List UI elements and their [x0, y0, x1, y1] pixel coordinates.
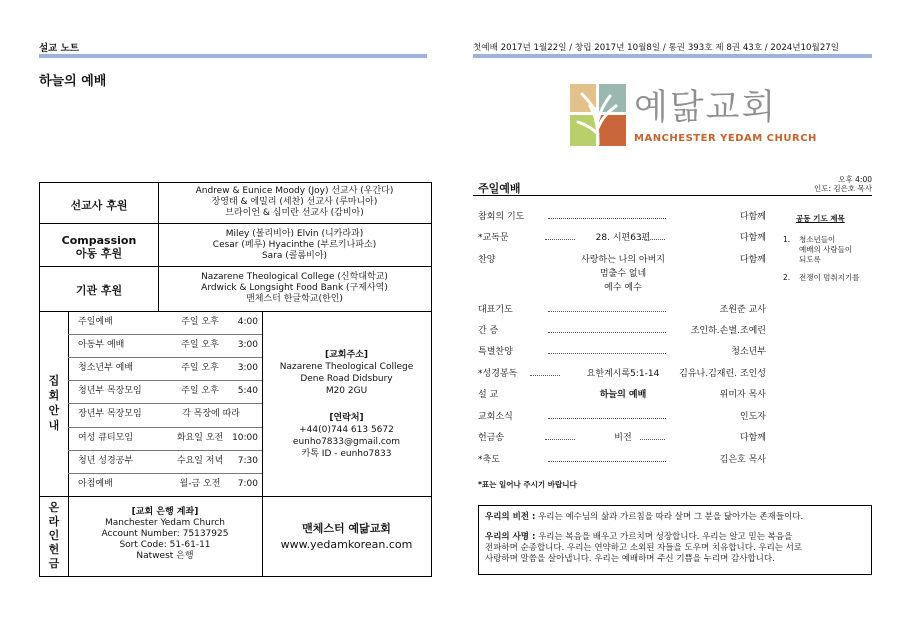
meeting-day: 주일 오후 [181, 317, 219, 327]
service-leader: 인도: 김은호 목사 [813, 184, 872, 193]
address-line: Dene Road Didsbury [300, 374, 393, 384]
compassion-line: Sara (콜롬비아) [261, 251, 328, 261]
service-item-label: *축도 [478, 455, 500, 465]
meeting-time: 7:30 [237, 455, 258, 466]
meeting-day: 수요일 저녁 [176, 455, 224, 466]
mission-line: 전파하며 순종합니다. 우리는 연약하고 소외된 자들을 도우며 치유합니다. 우리는 서로 [485, 543, 803, 553]
contact-title: [연락처] [329, 413, 364, 423]
service-item-label: 대표기도 [478, 305, 513, 315]
meeting-day: 각 목장에 따라 [182, 409, 240, 420]
service-item-content: 멈출수 없네 [599, 269, 647, 279]
meeting-day: 주일 오후 [181, 340, 219, 351]
service-item-content: 사랑하는 나의 아버지 [581, 255, 665, 265]
compassion-line: Cesar (페루) Hyacinthe (부르키나파소) [212, 240, 377, 250]
meeting-name: 여성 큐티모임 [78, 432, 134, 443]
meeting-day: 월-금 오전 [179, 478, 221, 489]
service-time: 오후 4:00 [838, 175, 872, 184]
meeting-name: 장년부 목장모임 [78, 409, 142, 420]
service-item-person: 김은호 목사 [719, 455, 766, 465]
service-item-label: *교독문 [478, 233, 509, 243]
prayer-topics-title: 공동 기도 제목 [796, 214, 845, 223]
meeting-time: 10:00 [232, 432, 258, 443]
missionary-line: 브라이언 & 심미란 선교사 (감비아) [225, 208, 364, 218]
logo-english-text: MANCHESTER YEDAM CHURCH [634, 133, 817, 144]
bank-line: Manchester Yedam Church [104, 518, 226, 528]
header-right-bar [473, 54, 872, 58]
prayer-topic-line: 되도록 [799, 255, 821, 264]
service-item-person: 다함께 [739, 255, 766, 265]
institution-support-label: 기관 후원 [75, 284, 123, 297]
service-item-label: 교회소식 [478, 412, 513, 422]
prayer-topic-number: 1. [783, 235, 791, 244]
address-title: [교회주소] [324, 350, 368, 360]
mission-label: 우리의 사명 : [485, 532, 536, 542]
vision-label: 우리의 비전 : [485, 512, 536, 522]
service-item-label: 헌금송 [478, 433, 505, 443]
online-giving-section-label: 온 라 인 헌 금 [48, 501, 60, 570]
prayer-topic-line: 청소년들이 [799, 235, 836, 244]
info-table [39, 182, 432, 577]
service-item-label: 찬양 [478, 255, 496, 265]
church-name-block [262, 521, 431, 553]
standing-note: *표는 일어나 주시기 바랍니다 [478, 480, 577, 489]
meeting-time: 5:40 [237, 386, 258, 397]
contact-phone: +44(0)744 613 5672 [299, 425, 394, 435]
service-item-person: 김유나.김재린. 조인성 [679, 369, 766, 379]
compassion-label-line: Compassion [61, 234, 137, 247]
meeting-time: 7:00 [237, 478, 258, 489]
meeting-name: 청소년부 예배 [78, 363, 134, 374]
service-title: 주일예배 [478, 182, 521, 195]
contact-block [262, 412, 431, 460]
vision-mission-box [478, 505, 872, 575]
service-item-label: 설 교 [478, 390, 499, 400]
missionary-support-label: 선교사 후원 [70, 199, 128, 212]
contact-email[interactable]: eunho7833@gmail.com [292, 437, 401, 447]
service-item-label: 특별찬양 [478, 347, 513, 357]
prayer-topic-number: 2. [783, 273, 791, 282]
address-line: Nazarene Theological College [279, 362, 414, 372]
vision-text: 우리는 예수님의 삶과 가르침을 따라 살며 그 분을 닮아가는 존재들이다. [538, 512, 804, 522]
service-item-person: 위미자 목사 [719, 390, 766, 400]
service-item-person: 다함께 [739, 433, 766, 443]
meeting-day: 주일 오후 [181, 386, 219, 397]
service-item-person: 인도자 [739, 412, 766, 422]
service-item-label: 참회의 기도 [478, 212, 525, 222]
missionary-line: 장영태 & 에밀리 (세찬) 선교사 (루마니아) [211, 197, 378, 207]
service-item-person: 청소년부 [731, 347, 766, 357]
service-item-person: 조원준 교사 [719, 305, 766, 315]
service-item-content: 예수 예수 [604, 283, 642, 293]
prayer-topic-line: 전쟁이 멈춰지기를 [799, 273, 860, 282]
header-left-label: 설교 노트 [39, 43, 80, 54]
mission-statement [485, 532, 865, 565]
service-item-label: *성경봉독 [478, 369, 518, 379]
meeting-name: 청년부 목장모임 [78, 386, 142, 397]
service-item-person: 다함께 [739, 212, 766, 222]
sermon-title: 하늘의 예배 [39, 74, 107, 89]
bank-line: Sort Code: 51-61-11 [119, 540, 211, 550]
compassion-line: Miley (볼리비아) Elvin (니카라과) [225, 229, 364, 239]
institution-line: Ardwick & Longsight Food Bank (구제사역) [201, 283, 388, 293]
mission-line: 사랑하며 말씀을 살아냅니다. 우리는 예배하며 주신 기쁨을 누리며 감사합니다. [485, 554, 775, 564]
address-line: M20 2GU [325, 386, 368, 396]
bank-line: Account Number: 75137925 [101, 529, 229, 539]
compassion-label-line: 아동 후원 [75, 247, 123, 260]
service-item-person: 다함께 [739, 233, 766, 243]
meeting-day: 화요일 오전 [176, 432, 224, 443]
church-website-link[interactable]: www.yedamkorean.com [280, 538, 413, 551]
contact-kakao: 카톡 ID - eunho7833 [301, 449, 392, 459]
header-left-bar [39, 54, 427, 58]
bank-line: Natwest 은행 [136, 551, 194, 561]
compassion-label [40, 234, 158, 260]
mission-line: 우리는 복음을 배우고 가르치며 성장합니다. 우리는 알고 믿는 복음을 [538, 532, 793, 542]
meeting-day: 주일 오후 [181, 363, 219, 374]
service-item-person: 조인하.손별.조예린 [690, 326, 766, 336]
meetings-section-label: 집 회 안 내 [48, 374, 60, 432]
church-logo-icon [570, 84, 626, 146]
compassion-list [158, 229, 431, 262]
church-name: 맨체스터 예닮교회 [302, 522, 391, 535]
vision-statement [485, 512, 865, 523]
bank-title: [교회 은행 계좌] [131, 507, 199, 517]
meeting-name: 아침예배 [78, 478, 113, 489]
meeting-name: 주일예배 [78, 317, 113, 327]
service-item-label: 간 증 [478, 326, 499, 336]
service-item-content: 요한계시록5:1-14 [586, 369, 660, 379]
prayer-topic-line: 예배의 사람들이 [799, 245, 853, 254]
service-item-content: 비전 [614, 433, 632, 443]
service-item-content: 하늘의 예배 [599, 390, 647, 400]
address-block [262, 349, 431, 397]
institution-list [158, 272, 431, 305]
meeting-time: 3:00 [237, 363, 258, 374]
service-item-content: 28. 시편63편 [595, 233, 651, 243]
meeting-name: 아동부 예배 [78, 340, 125, 351]
logo-korean-text: 예닮교회 [634, 88, 778, 128]
missionary-list [158, 186, 431, 219]
bank-account-block [68, 507, 262, 562]
service-title-rule [473, 195, 872, 196]
institution-line: Nazarene Theological College (신학대학교) [201, 272, 388, 282]
institution-line: 맨체스터 한글학교(한인) [246, 294, 343, 304]
meeting-time: 3:00 [237, 340, 258, 351]
meeting-time: 4:00 [237, 317, 258, 327]
header-right-label: 첫예배 2017년 1월22일 / 창립 2017년 10월8일 / 통권 393호 제 8권 43호 / 2024년10월27일 [473, 43, 840, 53]
missionary-line: Andrew & Eunice Moody (Joy) 선교사 (우간다) [195, 186, 394, 196]
meeting-name: 청년 성경공부 [78, 455, 134, 466]
